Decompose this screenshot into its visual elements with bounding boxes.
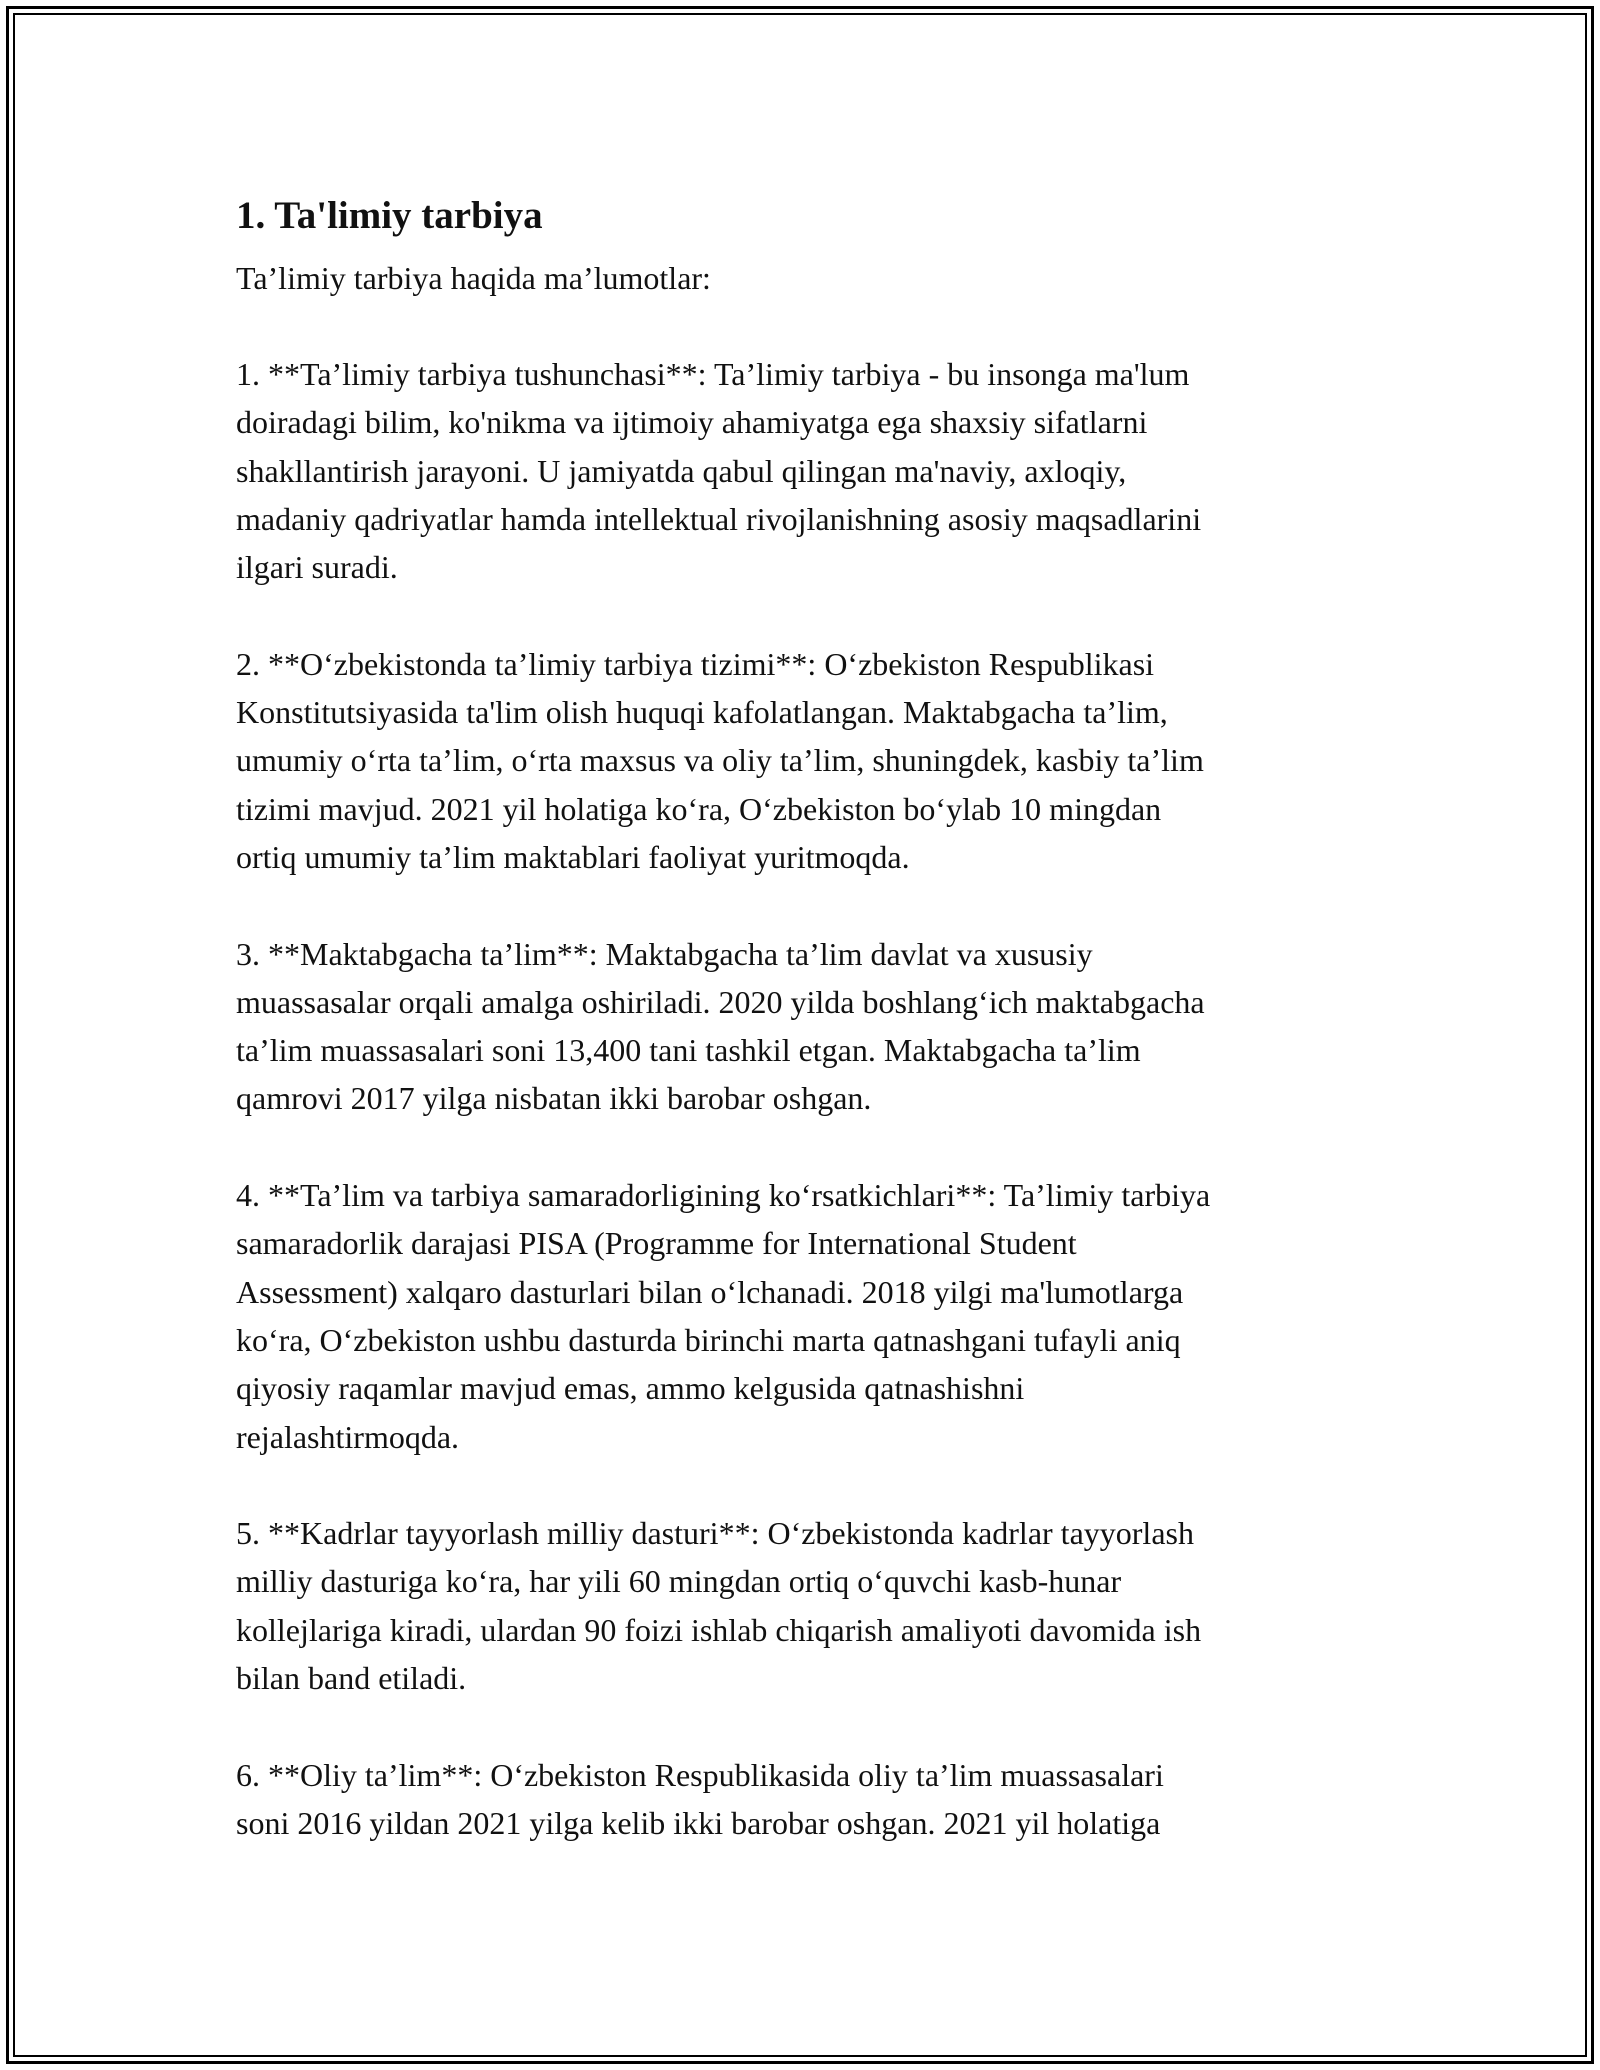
paragraph-line: ilgari suradi. xyxy=(236,549,398,586)
paragraph-line: muassasalar orqali amalga oshiriladi. 2020 yilda boshlang‘ich maktabgacha xyxy=(236,983,1205,1020)
document-body xyxy=(236,186,1366,1896)
paragraph-line: 2. **O‘zbekistonda ta’limiy tarbiya tizimi**: O‘zbekiston Respublikasi xyxy=(236,645,1155,682)
paragraph-line: ta’lim muassasalari soni 13,400 tani tashkil etgan. Maktabgacha ta’lim xyxy=(236,1032,1141,1069)
paragraph-line: soni 2016 yildan 2021 yilga kelib ikki barobar oshgan. 2021 yil holatiga xyxy=(236,1804,1161,1841)
paragraph-line: rejalashtirmoqda. xyxy=(236,1418,460,1455)
paragraph-line: madaniy qadriyatlar hamda intellektual rivojlanishning asosiy maqsadlarini xyxy=(236,500,1202,537)
paragraph-line: qamrovi 2017 yilga nisbatan ikki barobar oshgan. xyxy=(236,1080,872,1117)
paragraph-1 xyxy=(236,350,1366,591)
paragraph-line: umumiy o‘rta ta’lim, o‘rta maxsus va oliy ta’lim, shuningdek, kasbiy ta’lim xyxy=(236,742,1204,779)
paragraph-line: ortiq umumiy ta’lim maktablari faoliyat yuritmoqda. xyxy=(236,838,910,875)
document-title: 1. Ta'limiy tarbiya xyxy=(236,194,543,237)
paragraph-3 xyxy=(236,930,1366,1123)
paragraph-line: Konstitutsiyasida ta'lim olish huquqi kafolatlangan. Maktabgacha ta’lim, xyxy=(236,694,1168,731)
paragraph-list xyxy=(236,350,1366,1847)
paragraph-line: 1. **Ta’limiy tarbiya tushunchasi**: Ta’limiy tarbiya - bu insonga ma'lum xyxy=(236,356,1190,392)
paragraph-line: qiyosiy raqamlar mavjud emas, ammo kelgusida qatnashishni xyxy=(236,1370,1025,1407)
paragraph-line: 4. **Ta’lim va tarbiya samaradorligining ko‘rsatkichlari**: Ta’limiy tarbiya xyxy=(236,1177,1211,1214)
paragraph-line: 6. **Oliy ta’lim**: O‘zbekiston Respublikasida oliy ta’lim muassasalari xyxy=(236,1756,1164,1793)
document-intro: Ta’limiy tarbiya haqida ma’lumotlar: xyxy=(236,260,711,296)
paragraph-line: Assessment) xalqaro dasturlari bilan o‘lchanadi. 2018 yilgi ma'lumotlarga xyxy=(236,1273,1184,1310)
paragraph-4 xyxy=(236,1171,1366,1461)
paragraph-line: shakllantirish jarayoni. U jamiyatda qabul qilingan ma'naviy, axloqiy, xyxy=(236,452,1127,489)
paragraph-line: kollejlariga kiradi, ulardan 90 foizi ishlab chiqarish amaliyoti davomida ish xyxy=(236,1611,1202,1648)
paragraph-6 xyxy=(236,1751,1366,1848)
paragraph-line: doiradagi bilim, ko'nikma va ijtimoiy ahamiyatga ega shaxsiy sifatlarni xyxy=(236,404,1148,441)
paragraph-line: ko‘ra, O‘zbekiston ushbu dasturda birinchi marta qatnashgani tufayli aniq xyxy=(236,1321,1181,1358)
paragraph-line: 3. **Maktabgacha ta’lim**: Maktabgacha ta’lim davlat va xususiy xyxy=(236,935,1093,972)
paragraph-line: milliy dasturiga ko‘ra, har yili 60 mingdan ortiq o‘quvchi kasb-hunar xyxy=(236,1563,1122,1600)
paragraph-line: tizimi mavjud. 2021 yil holatiga ko‘ra, O‘zbekiston bo‘ylab 10 mingdan xyxy=(236,790,1162,827)
paragraph-5 xyxy=(236,1509,1366,1702)
paragraph-line: bilan band etiladi. xyxy=(236,1660,467,1697)
paragraph-line: 5. **Kadrlar tayyorlash milliy dasturi**: O‘zbekistonda kadrlar tayyorlash xyxy=(236,1515,1194,1552)
paragraph-line: samaradorlik darajasi PISA (Programme for International Student xyxy=(236,1225,1077,1262)
paragraph-2 xyxy=(236,640,1366,881)
